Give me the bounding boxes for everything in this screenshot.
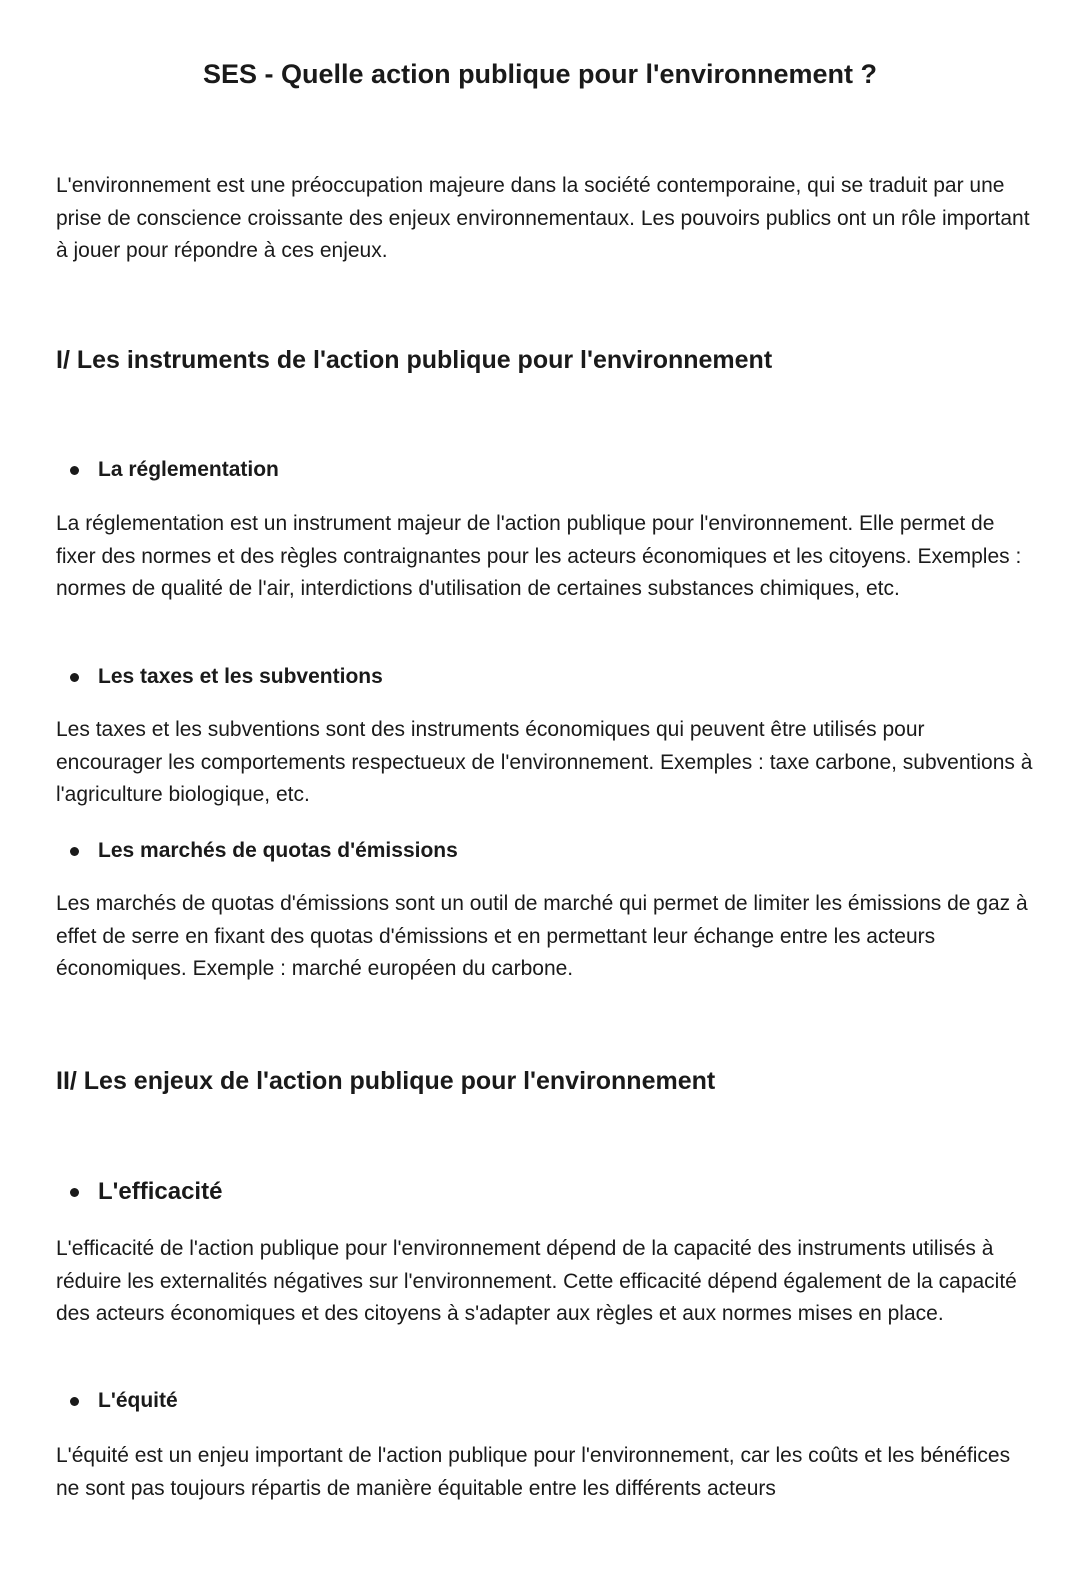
- bullet-label: Les taxes et les subventions: [98, 665, 383, 688]
- bullet-dot-icon: [70, 673, 79, 682]
- bullet-label: Les marchés de quotas d'émissions: [98, 839, 458, 862]
- paragraph-marches-quotas: Les marchés de quotas d'émissions sont un outil de marché qui permet de limiter les émissions de gaz à effet de serre en fixant des quotas d'émissions et en permettant leur échange entre les acteurs économiques. Exemple : marché européen du carbone.: [56, 892, 1028, 980]
- bullet-marches-quotas: [70, 836, 458, 866]
- bullet-dot-icon: [70, 1397, 79, 1406]
- bullet-label: L'efficacité: [98, 1178, 223, 1205]
- bullet-label: L'équité: [98, 1389, 178, 1412]
- bullet-efficacite: [70, 1177, 222, 1207]
- paragraph-efficacite: L'efficacité de l'action publique pour l'environnement dépend de la capacité des instruments utilisés à réduire les externalités négatives sur l'environnement. Cette efficacité dépend également de la capacité des acteurs économiques et des citoyens à s'adapter aux règles et aux normes mises en place.: [56, 1237, 1017, 1325]
- intro-paragraph: L'environnement est une préoccupation majeure dans la société contemporaine, qui se traduit par une prise de conscience croissante des enjeux environnementaux. Les pouvoirs publics ont un rôle important à jouer pour répondre à ces enjeux.: [56, 174, 1030, 262]
- bullet-dot-icon: [70, 847, 79, 856]
- bullet-taxes-subventions: [70, 662, 383, 692]
- bullet-dot-icon: [70, 466, 79, 475]
- section-2-heading: II/ Les enjeux de l'action publique pour l'environnement: [56, 1067, 716, 1095]
- section-1-heading: I/ Les instruments de l'action publique pour l'environnement: [56, 346, 773, 374]
- paragraph-taxes-subventions: Les taxes et les subventions sont des instruments économiques qui peuvent être utilisés pour encourager les comportements respectueux de l'environnement. Exemples : taxe carbone, subventions à l'agriculture biologique, etc.: [56, 718, 1033, 806]
- paragraph-equite: L'équité est un enjeu important de l'action publique pour l'environnement, car les coûts et les bénéfices ne sont pas toujours répartis de manière équitable entre les différents acteurs: [56, 1444, 1011, 1500]
- bullet-equite: [70, 1386, 178, 1416]
- bullet-label: La réglementation: [98, 458, 279, 481]
- bullet-dot-icon: [70, 1188, 79, 1197]
- bullet-reglementation: [70, 455, 279, 485]
- paragraph-reglementation: La réglementation est un instrument majeur de l'action publique pour l'environnement. Elle permet de fixer des normes et des règles contraignantes pour les acteurs économiques et les citoyens. Exemples : normes de qualité de l'air, interdictions d'utilisation de certaines substances chimiques, etc.: [56, 512, 1022, 600]
- page-title: SES - Quelle action publique pour l'environnement ?: [203, 59, 877, 89]
